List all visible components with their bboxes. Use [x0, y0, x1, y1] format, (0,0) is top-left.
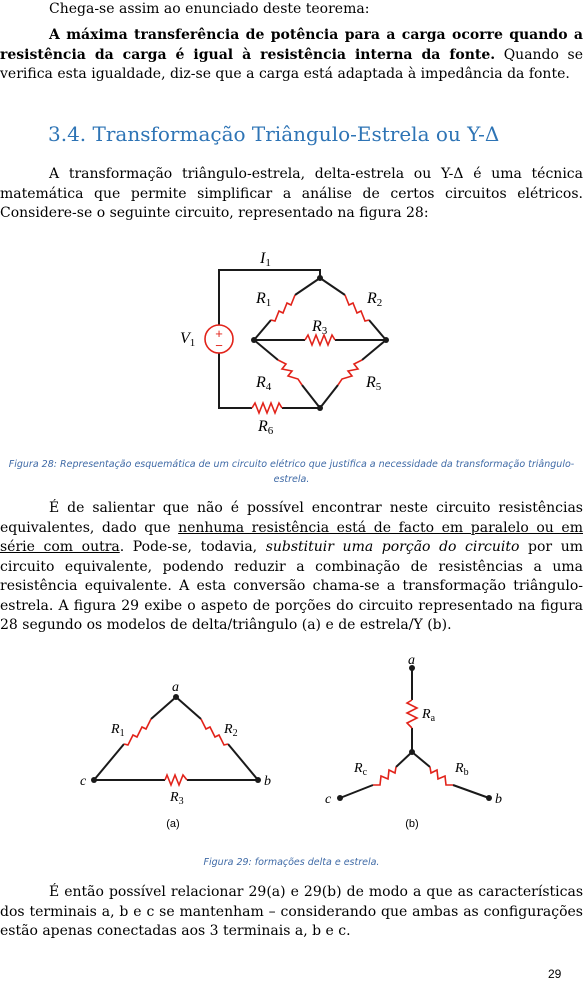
- star-panel-label: (b): [405, 818, 419, 830]
- resistor-r1: [271, 295, 295, 321]
- figure-29-caption: Figura 29: formações delta e estrela.: [203, 857, 380, 868]
- paragraph-2-text-3: por um circuito equivalente, podendo reduzir a combinação de resistências a uma resistência equivalente. A esta conversão chama-se a transformação triângulo-estrela. A figura 29 exibe o aspeto de porções do circuito representado na figura 28 segundo os modelos de delta/triângulo (a) e de estrela/Y (b).: [0, 539, 583, 633]
- paragraph-2-text-2: . Pode-se, todavia,: [119, 539, 266, 555]
- label-v1: V1: [180, 330, 196, 349]
- paragraph-intro-transformation: [0, 165, 583, 224]
- delta-panel-label: (a): [166, 818, 180, 830]
- resistor-r4: [278, 360, 302, 385]
- page-number: 29: [548, 967, 562, 981]
- resistor-r6: [252, 403, 282, 413]
- star-resistor-ra: [407, 700, 417, 728]
- paragraph-relation: [0, 883, 583, 942]
- figure-28-caption: Figura 28: Representação esquemática de um circuito elétrico que justifica a necessidade da transformação triângulo-estrela.: [8, 459, 575, 485]
- source-minus: −: [215, 338, 223, 353]
- label-i1: I1: [260, 250, 271, 269]
- star-node-c: c: [325, 792, 332, 807]
- intro-text: Chega-se assim ao enunciado deste teorema:: [49, 1, 370, 17]
- paragraph-1-text: A transformação triângulo-estrela, delta-estrela ou Y-Δ é uma técnica matemática que permite simplificar a análise de certos circuitos elétricos. Considere-se o seguinte circuito, representado na figura 28:: [0, 166, 583, 221]
- delta-node-c: c: [80, 774, 87, 789]
- intro-line: [0, 0, 583, 20]
- star-node-b: b: [495, 792, 502, 807]
- paragraph-substitution: [0, 499, 583, 636]
- star-label-ra: $R_a$: [422, 707, 436, 724]
- star-wires: [340, 668, 489, 798]
- label-r2: R2: [367, 290, 383, 309]
- figure-28-circuit: [170, 240, 410, 440]
- delta-label-r3: $R_3$: [170, 790, 184, 807]
- delta-node-b: b: [264, 774, 271, 789]
- paragraph-2-underlined: nenhuma resistência está de facto em paralelo ou em série com outra: [0, 519, 583, 555]
- star-label-rc: $R_c$: [354, 761, 368, 778]
- paragraph-2-italic: substituir uma porção do circuito: [265, 539, 520, 555]
- label-r4: R4: [256, 374, 272, 393]
- resistor-r2: [345, 295, 369, 321]
- theorem-bold: A máxima transferência de potência para a carga ocorre quando a resistência da carga é igual à resistência interna da fonte.: [0, 27, 583, 63]
- paragraph-3-text: É então possível relacionar 29(a) e 29(b) de modo a que as características dos terminais a, b e c se mantenham – considerando que ambas as configurações estão apenas conectadas aos 3 terminais a, b e c.: [0, 884, 583, 939]
- star-node-a: a: [408, 653, 415, 668]
- delta-label-r1: $R_1$: [111, 722, 125, 739]
- delta-node-a: a: [172, 680, 179, 695]
- star-nodes: [337, 665, 492, 801]
- source-plus: +: [215, 326, 223, 341]
- delta-resistors: [124, 719, 228, 785]
- label-r6: R6: [258, 418, 274, 437]
- delta-label-r2: $R_2$: [224, 722, 238, 739]
- star-resistor-rc: [373, 767, 396, 785]
- resistor-r5: [338, 360, 362, 385]
- resistor-r3: [305, 335, 335, 345]
- label-r1: R1: [256, 290, 272, 309]
- paragraph-2-text-1: É de salientar que não é possível encontrar neste circuito resistências equivalentes, dado que: [0, 500, 583, 536]
- label-r3: R3: [312, 318, 328, 337]
- section-heading: 3.4. Transformação Triângulo-Estrela ou Y-Δ: [48, 122, 500, 146]
- star-resistor-rb: [430, 767, 453, 785]
- circuit-wires: [219, 270, 386, 408]
- delta-resistor-r1: [124, 719, 151, 745]
- star-label-rb: $R_b$: [455, 761, 469, 778]
- label-r5: R5: [366, 374, 382, 393]
- figure-29-delta-star: [70, 650, 520, 830]
- theorem-paragraph: [0, 26, 583, 85]
- theorem-rest: Quando se verifica esta igualdade, diz-se que a carga está adaptada à impedância da fonte.: [0, 46, 583, 82]
- delta-resistor-r3: [165, 775, 187, 785]
